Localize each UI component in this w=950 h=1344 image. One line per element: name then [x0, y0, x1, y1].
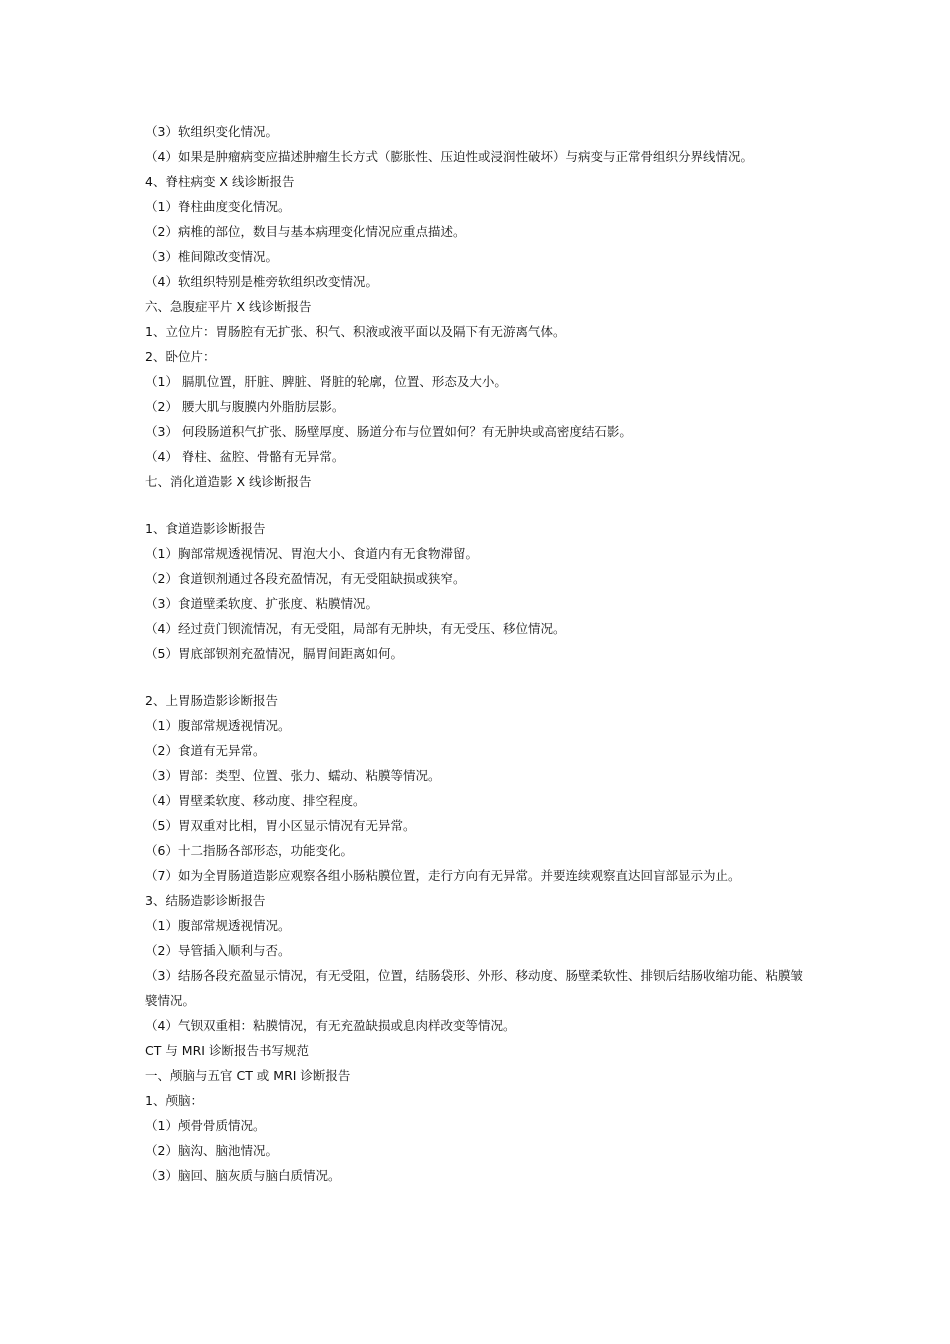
text-line: （2）食道有无异常。	[145, 743, 266, 758]
text-line: （4） 脊柱、盆腔、骨骼有无异常。	[145, 449, 345, 464]
text-line: （4）软组织特别是椎旁软组织改变情况。	[145, 274, 378, 289]
text-line: （2）脑沟、脑池情况。	[145, 1143, 278, 1158]
blank-line	[145, 494, 815, 516]
text-line: （3）食道壁柔软度、扩张度、粘膜情况。	[145, 596, 378, 611]
blank-line	[145, 666, 815, 688]
text-line: （5）胃底部钡剂充盈情况，膈胃间距离如何。	[145, 646, 403, 661]
text-line: （2）食道钡剂通过各段充盈情况，有无受阻缺损或狭窄。	[145, 571, 466, 586]
document-body	[145, 119, 815, 1188]
text-line: （3） 何段肠道积气扩张、肠壁厚度、肠道分布与位置如何？有无肿块或高密度结石影。	[145, 424, 632, 439]
text-line: （5）胃双重对比相，胃小区显示情况有无异常。	[145, 818, 416, 833]
text-line: （3）胃部：类型、位置、张力、蠕动、粘膜等情况。	[145, 768, 441, 783]
subsection-heading: 1、颅脑：	[145, 1093, 203, 1108]
text-line: （1）胸部常规透视情况、胃泡大小、食道内有无食物滞留。	[145, 546, 478, 561]
text-paragraph: （7）如为全胃肠道造影应观察各组小肠粘膜位置，走行方向有无异常。并要连续观察直达回盲部显示为止。	[145, 868, 741, 883]
text-line: 1、立位片：胃肠腔有无扩张、积气、积液或液平面以及隔下有无游离气体。	[145, 324, 566, 339]
subsection-heading: 1、食道造影诊断报告	[145, 521, 266, 536]
text-line: （3）脑回、脑灰质与脑白质情况。	[145, 1168, 341, 1183]
text-line: （1）颅骨骨质情况。	[145, 1118, 266, 1133]
text-line: （4）经过贲门钡流情况，有无受阻，局部有无肿块，有无受压、移位情况。	[145, 621, 566, 636]
text-line: （2） 腰大肌与腹膜内外脂肪层影。	[145, 399, 345, 414]
text-line: （1）脊柱曲度变化情况。	[145, 199, 291, 214]
text-line: （2）病椎的部位，数目与基本病理变化情况应重点描述。	[145, 224, 466, 239]
text-line: （4）胃壁柔软度、移动度、排空程度。	[145, 793, 366, 808]
chapter-heading: CT 与 MRI 诊断报告书写规范	[145, 1043, 309, 1058]
subsection-heading: 3、结肠造影诊断报告	[145, 893, 266, 908]
text-paragraph: （3）结肠各段充盈显示情况，有无受阻，位置，结肠袋形、外形、移动度、肠壁柔软性、排钡后结肠收缩功能、粘膜皱襞情况。	[145, 968, 803, 1008]
text-line: （3）椎间隙改变情况。	[145, 249, 278, 264]
text-line: （4）气钡双重相：粘膜情况，有无充盈缺损或息肉样改变等情况。	[145, 1018, 516, 1033]
section-heading: 4、脊柱病变 X 线诊断报告	[145, 174, 295, 189]
text-line: （1） 膈肌位置，肝脏、脾脏、肾脏的轮廓，位置、形态及大小。	[145, 374, 507, 389]
text-line: （1）腹部常规透视情况。	[145, 918, 291, 933]
text-line: （6）十二指肠各部形态，功能变化。	[145, 843, 353, 858]
text-line: （2）导管插入顺利与否。	[145, 943, 291, 958]
section-heading: 一、颅脑与五官 CT 或 MRI 诊断报告	[145, 1068, 351, 1083]
section-heading: 六、急腹症平片 X 线诊断报告	[145, 299, 312, 314]
text-line: 2、卧位片：	[145, 349, 216, 364]
text-line: （1）腹部常规透视情况。	[145, 718, 291, 733]
subsection-heading: 2、上胃肠造影诊断报告	[145, 693, 278, 708]
text-line: （3）软组织变化情况。	[145, 124, 278, 139]
text-paragraph: （4）如果是肿瘤病变应描述肿瘤生长方式（膨胀性、压迫性或浸润性破坏）与病变与正常骨组织分界线情况。	[145, 149, 753, 164]
section-heading: 七、消化道造影 X 线诊断报告	[145, 474, 312, 489]
